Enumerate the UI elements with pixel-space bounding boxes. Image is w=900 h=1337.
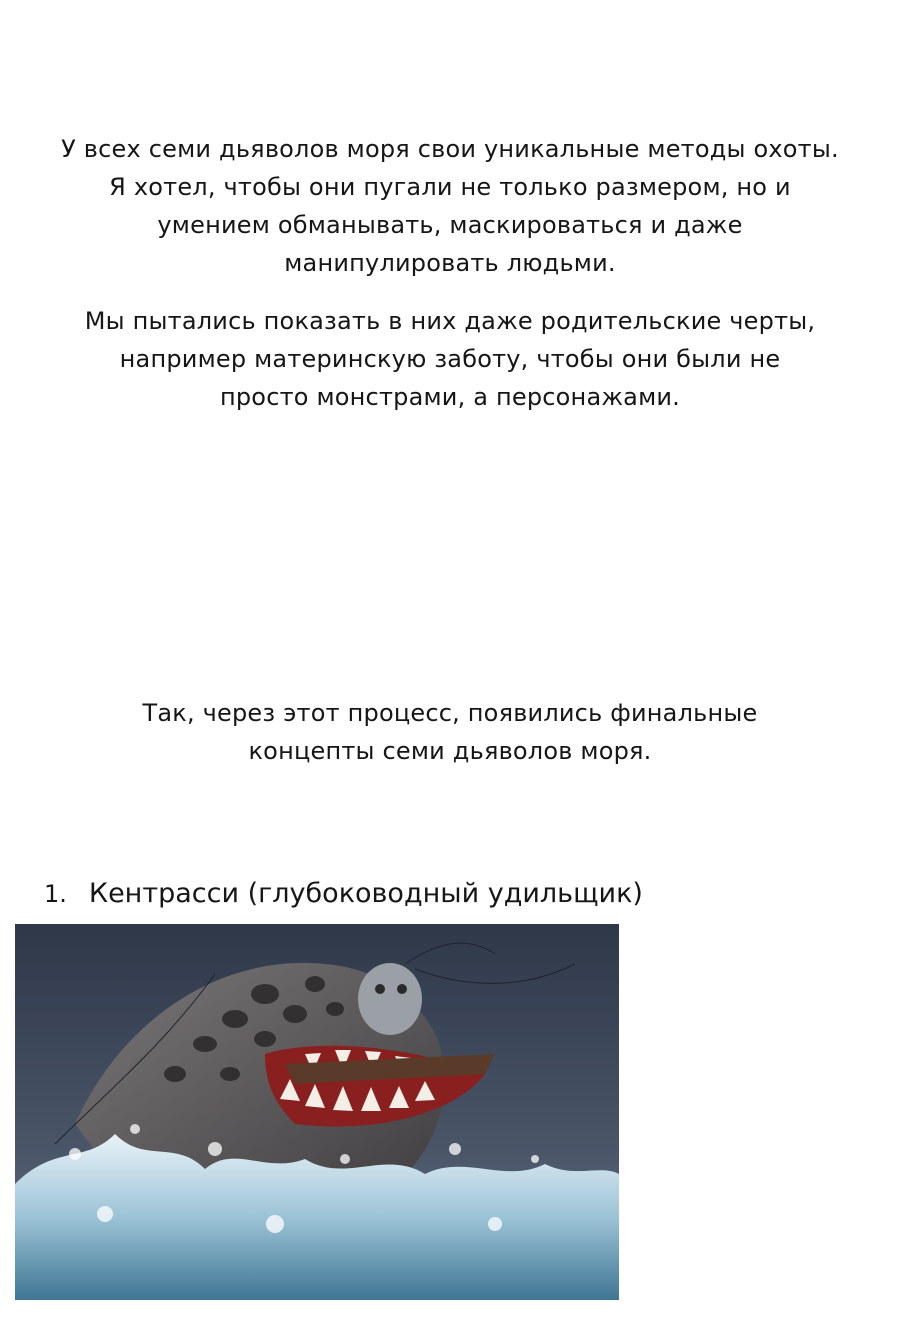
text-line: Мы пытались показать в них даже родительские черты, bbox=[84, 307, 816, 335]
lure-head bbox=[358, 963, 422, 1035]
list-item-title: Кентрасси (глубоководный удильщик) bbox=[88, 878, 643, 909]
intro-paragraph bbox=[0, 130, 900, 282]
third-paragraph bbox=[0, 694, 900, 770]
sea-monster-illustration bbox=[15, 924, 619, 1300]
list-item-number: 1. bbox=[44, 880, 67, 908]
text-line: Так, через этот процесс, появились финальные bbox=[142, 699, 758, 727]
text-line: У всех семи дьяволов моря свои уникальные методы охоты. bbox=[61, 135, 839, 163]
second-paragraph bbox=[0, 302, 900, 416]
text-line: умением обманывать, маскироваться и даже bbox=[157, 211, 743, 239]
text-line: Я хотел, чтобы они пугали не только размером, но и bbox=[109, 173, 791, 201]
text-line: например материнскую заботу, чтобы они были не bbox=[119, 345, 781, 373]
text-line: просто монстрами, а персонажами. bbox=[219, 383, 681, 411]
text-line: концепты семи дьяволов моря. bbox=[248, 737, 652, 765]
lure-eye bbox=[397, 984, 407, 994]
lure-eye bbox=[375, 984, 385, 994]
text-line: манипулировать людьми. bbox=[284, 249, 616, 277]
illustration-svg bbox=[15, 924, 619, 1300]
list-item-heading bbox=[44, 874, 643, 914]
